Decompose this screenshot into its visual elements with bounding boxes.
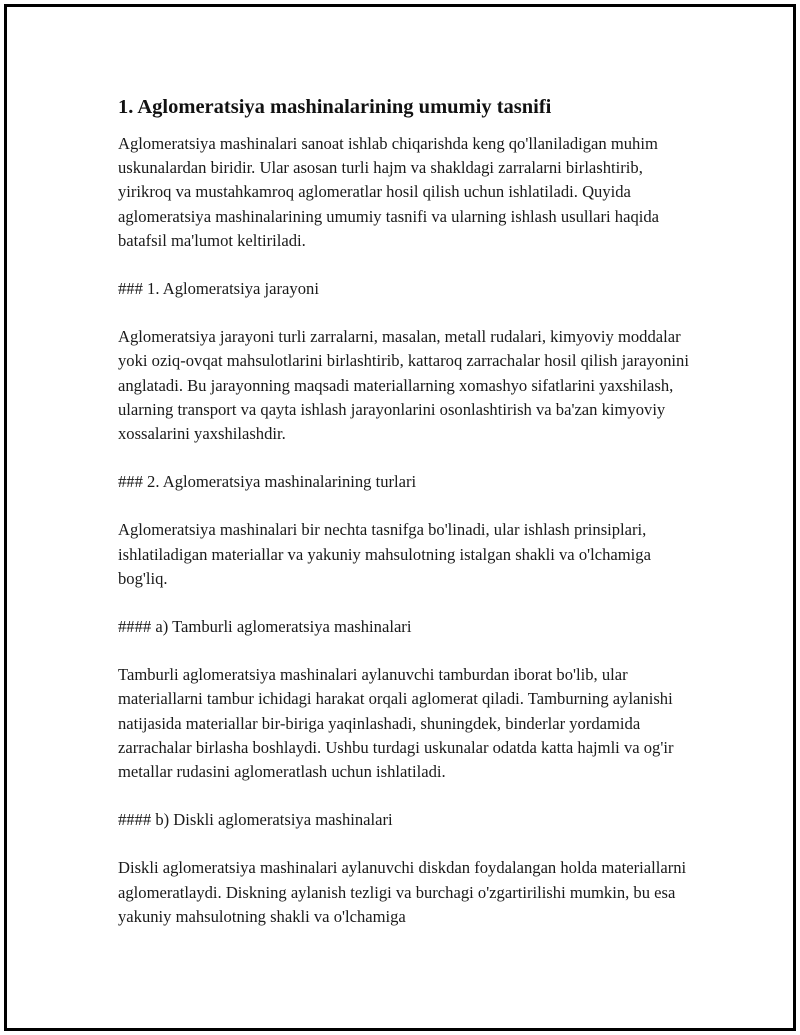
subsection-a-paragraph: Tamburli aglomeratsiya mashinalari aylanuvchi tamburdan iborat bo'lib, ular materiallarni tambur ichidagi harakat orqali aglomerat qiladi. Tamburning aylanishi natijasida materiallar bir-biriga yaqinlashadi, shuningdek, binderlar yordamida zarrachalar birlasha boshlaydi. Ushbu turdagi uskunalar odatda katta hajmli va og'ir metallar rudasini aglomeratlash uchun ishlatiladi. <box>118 665 674 782</box>
section-1-paragraph: Aglomeratsiya jarayoni turli zarralarni, masalan, metall rudalari, kimyoviy moddalar yoki oziq-ovqat mahsulotlarini birlashtirib, kattaroq zarrachalar hosil qilish jarayonini anglatadi. Bu jarayonning maqsadi materiallarning xomashyo sifatlarini yaxshilash, ularning transport va qayta ishlash jarayonlarini osonlashtirish va ba'zan kimyoviy xossalarini yaxshilashdir. <box>118 327 689 444</box>
section-2-paragraph: Aglomeratsiya mashinalari bir nechta tasnifga bo'linadi, ular ishlash prinsiplari, ishlatiladigan materiallar va yakuniy mahsulotning istalgan shakli va o'lchamiga bog'liq. <box>118 520 651 588</box>
subsection-b-heading: #### b) Diskli aglomeratsiya mashinalari <box>118 810 393 830</box>
document-title: 1. Aglomeratsiya mashinalarining umumiy tasnifi <box>118 96 552 118</box>
subsection-a-heading: #### a) Tamburli aglomeratsiya mashinalari <box>118 617 412 637</box>
section-2-heading: ### 2. Aglomeratsiya mashinalarining turlari <box>118 472 417 492</box>
subsection-b-paragraph: Diskli aglomeratsiya mashinalari aylanuvchi diskdan foydalangan holda materiallarni aglomeratlaydi. Diskning aylanish tezligi va burchagi o'zgartirilishi mumkin, bu esa yakuniy mahsulotning shakli va o'lchamiga <box>118 858 687 926</box>
section-1-heading: ### 1. Aglomeratsiya jarayoni <box>118 279 319 299</box>
document-body <box>118 94 698 929</box>
intro-paragraph: Aglomeratsiya mashinalari sanoat ishlab chiqarishda keng qo'llaniladigan muhim uskunalardan biridir. Ular asosan turli hajm va shakldagi zarralarni birlashtirib, yirikroq va mustahkamroq aglomeratlar hosil qilish uchun ishlatiladi. Quyida aglomeratsiya mashinalarining umumiy tasnifi va ularning ishlash usullari haqida batafsil ma'lumot keltiriladi. <box>118 134 660 250</box>
